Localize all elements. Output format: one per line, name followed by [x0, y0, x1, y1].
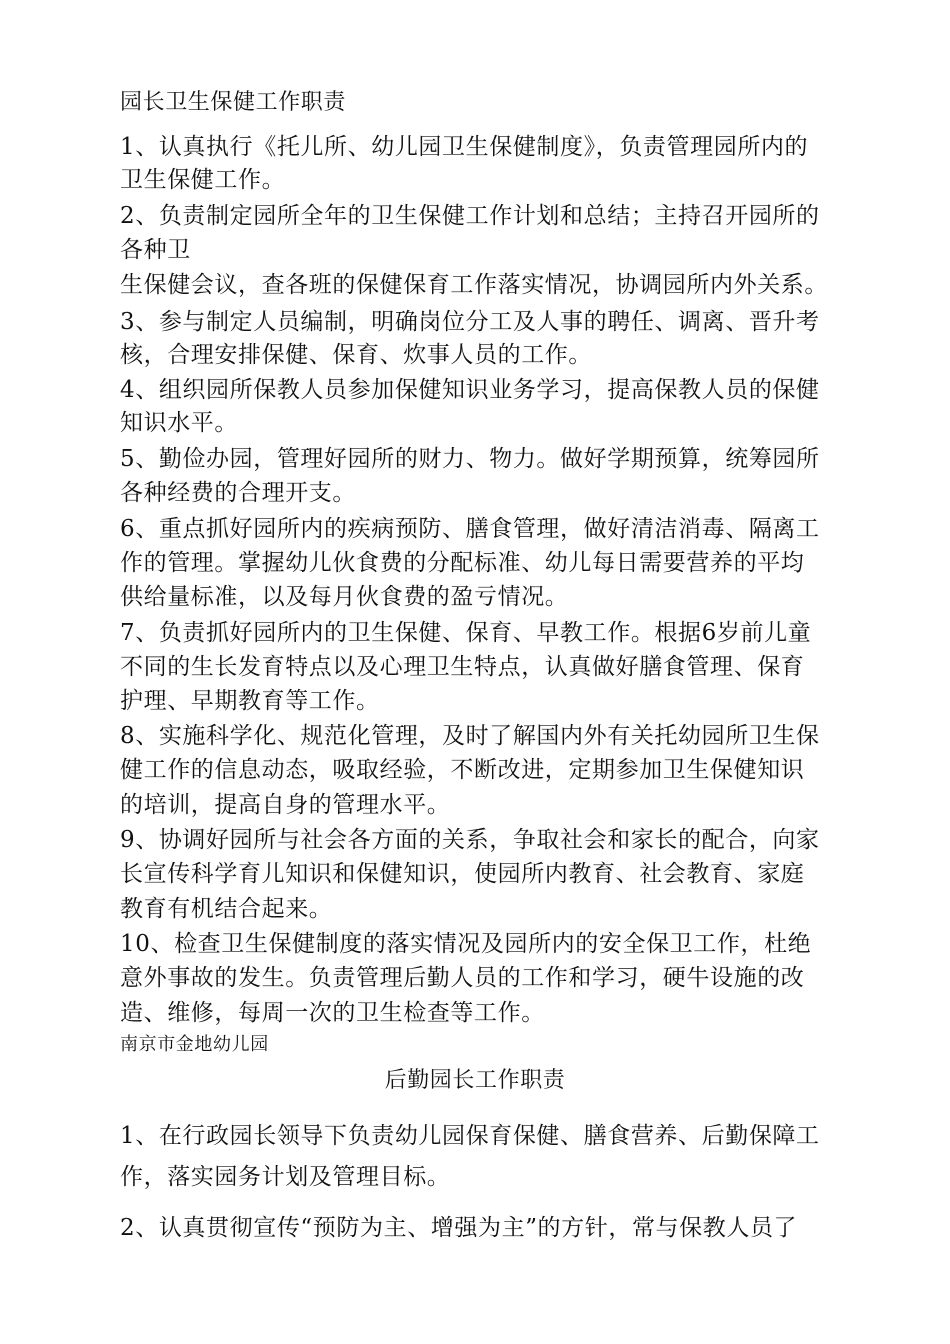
paragraph-line: 作，落实园务计划及管理目标。 — [120, 1164, 451, 1190]
paragraph-line: 作的管理。掌握幼儿伙食费的分配标准、幼儿每日需要营养的平均 — [120, 550, 805, 576]
paragraph-line: 9、协调好园所与社会各方面的关系，争取社会和家长的配合，向家 — [120, 827, 820, 853]
paragraph-line: 生保健会议，查各班的保健保育工作落实情况，协调园所内外关系。 — [120, 272, 828, 298]
paragraph-line: 6、重点抓好园所内的疾病预防、膳食管理，做好清洁消毒、隔离工 — [120, 516, 820, 542]
paragraph-line: 各种卫 — [120, 237, 191, 263]
paragraph-line: 1、在行政园长领导下负责幼儿园保育保健、膳食营养、后勤保障工 — [120, 1123, 820, 1149]
paragraph-line: 教育有机结合起来。 — [120, 896, 333, 922]
paragraph-line: 8、实施科学化、规范化管理，及时了解国内外有关托幼园所卫生保 — [120, 723, 820, 749]
paragraph-line: 意外事故的发生。负责管理后勤人员的工作和学习，硬牛设施的改 — [120, 965, 805, 991]
paragraph-line: 2、认真贯彻宣传“预防为主、增强为主”的方针，常与保教人员了 — [120, 1215, 798, 1241]
paragraph-line: 4、组织园所保教人员参加保健知识业务学习，提高保教人员的保健 — [120, 377, 820, 403]
paragraph-line: 造、维修，每周一次的卫生检查等工作。 — [120, 1000, 545, 1026]
paragraph-line: 不同的生长发育特点以及心理卫生特点，认真做好膳食管理、保育 — [120, 654, 805, 680]
paragraph-line: 的培训，提高自身的管理水平。 — [120, 792, 451, 818]
paragraph-line: 知识水平。 — [120, 410, 238, 436]
paragraph-line: 10、检查卫生保健制度的落实情况及园所内的安全保卫工作，杜绝 — [120, 931, 812, 957]
paragraph-line: 各种经费的合理开支。 — [120, 480, 356, 506]
paragraph-line: 卫生保健工作。 — [120, 167, 286, 193]
paragraph-line: 健工作的信息动态，吸取经验，不断改进，定期参加卫生保健知识 — [120, 757, 805, 783]
paragraph-line: 1、认真执行《托儿所、幼儿园卫生保健制度》，负责管理园所内的 — [120, 134, 809, 160]
paragraph-line: 5、勤俭办园，管理好园所的财力、物力。做好学期预算，统筹园所 — [120, 446, 820, 472]
paragraph-line: 7、负责抓好园所内的卫生保健、保育、早教工作。根据6岁前儿童 — [120, 620, 812, 646]
paragraph-line: 供给量标准，以及每月伙食费的盈亏情况。 — [120, 584, 569, 610]
paragraph-line: 护理、早期教育等工作。 — [120, 688, 380, 714]
paragraph-line: 2、负责制定园所全年的卫生保健工作计划和总结；主持召开园所的 — [120, 203, 820, 229]
paragraph-line: 长宣传科学育儿知识和保健知识，使园所内教育、社会教育、家庭 — [120, 861, 805, 887]
doc-title-logistics-duties: 后勤园长工作职责 — [384, 1068, 566, 1093]
school-name: 南京市金地幼儿园 — [120, 1034, 269, 1055]
doc-title-principal-health-duties: 园长卫生保健工作职责 — [120, 90, 347, 115]
paragraph-line: 3、参与制定人员编制，明确岗位分工及人事的聘任、调离、晋升考 — [120, 309, 820, 335]
paragraph-line: 核，合理安排保健、保育、炊事人员的工作。 — [120, 342, 592, 368]
